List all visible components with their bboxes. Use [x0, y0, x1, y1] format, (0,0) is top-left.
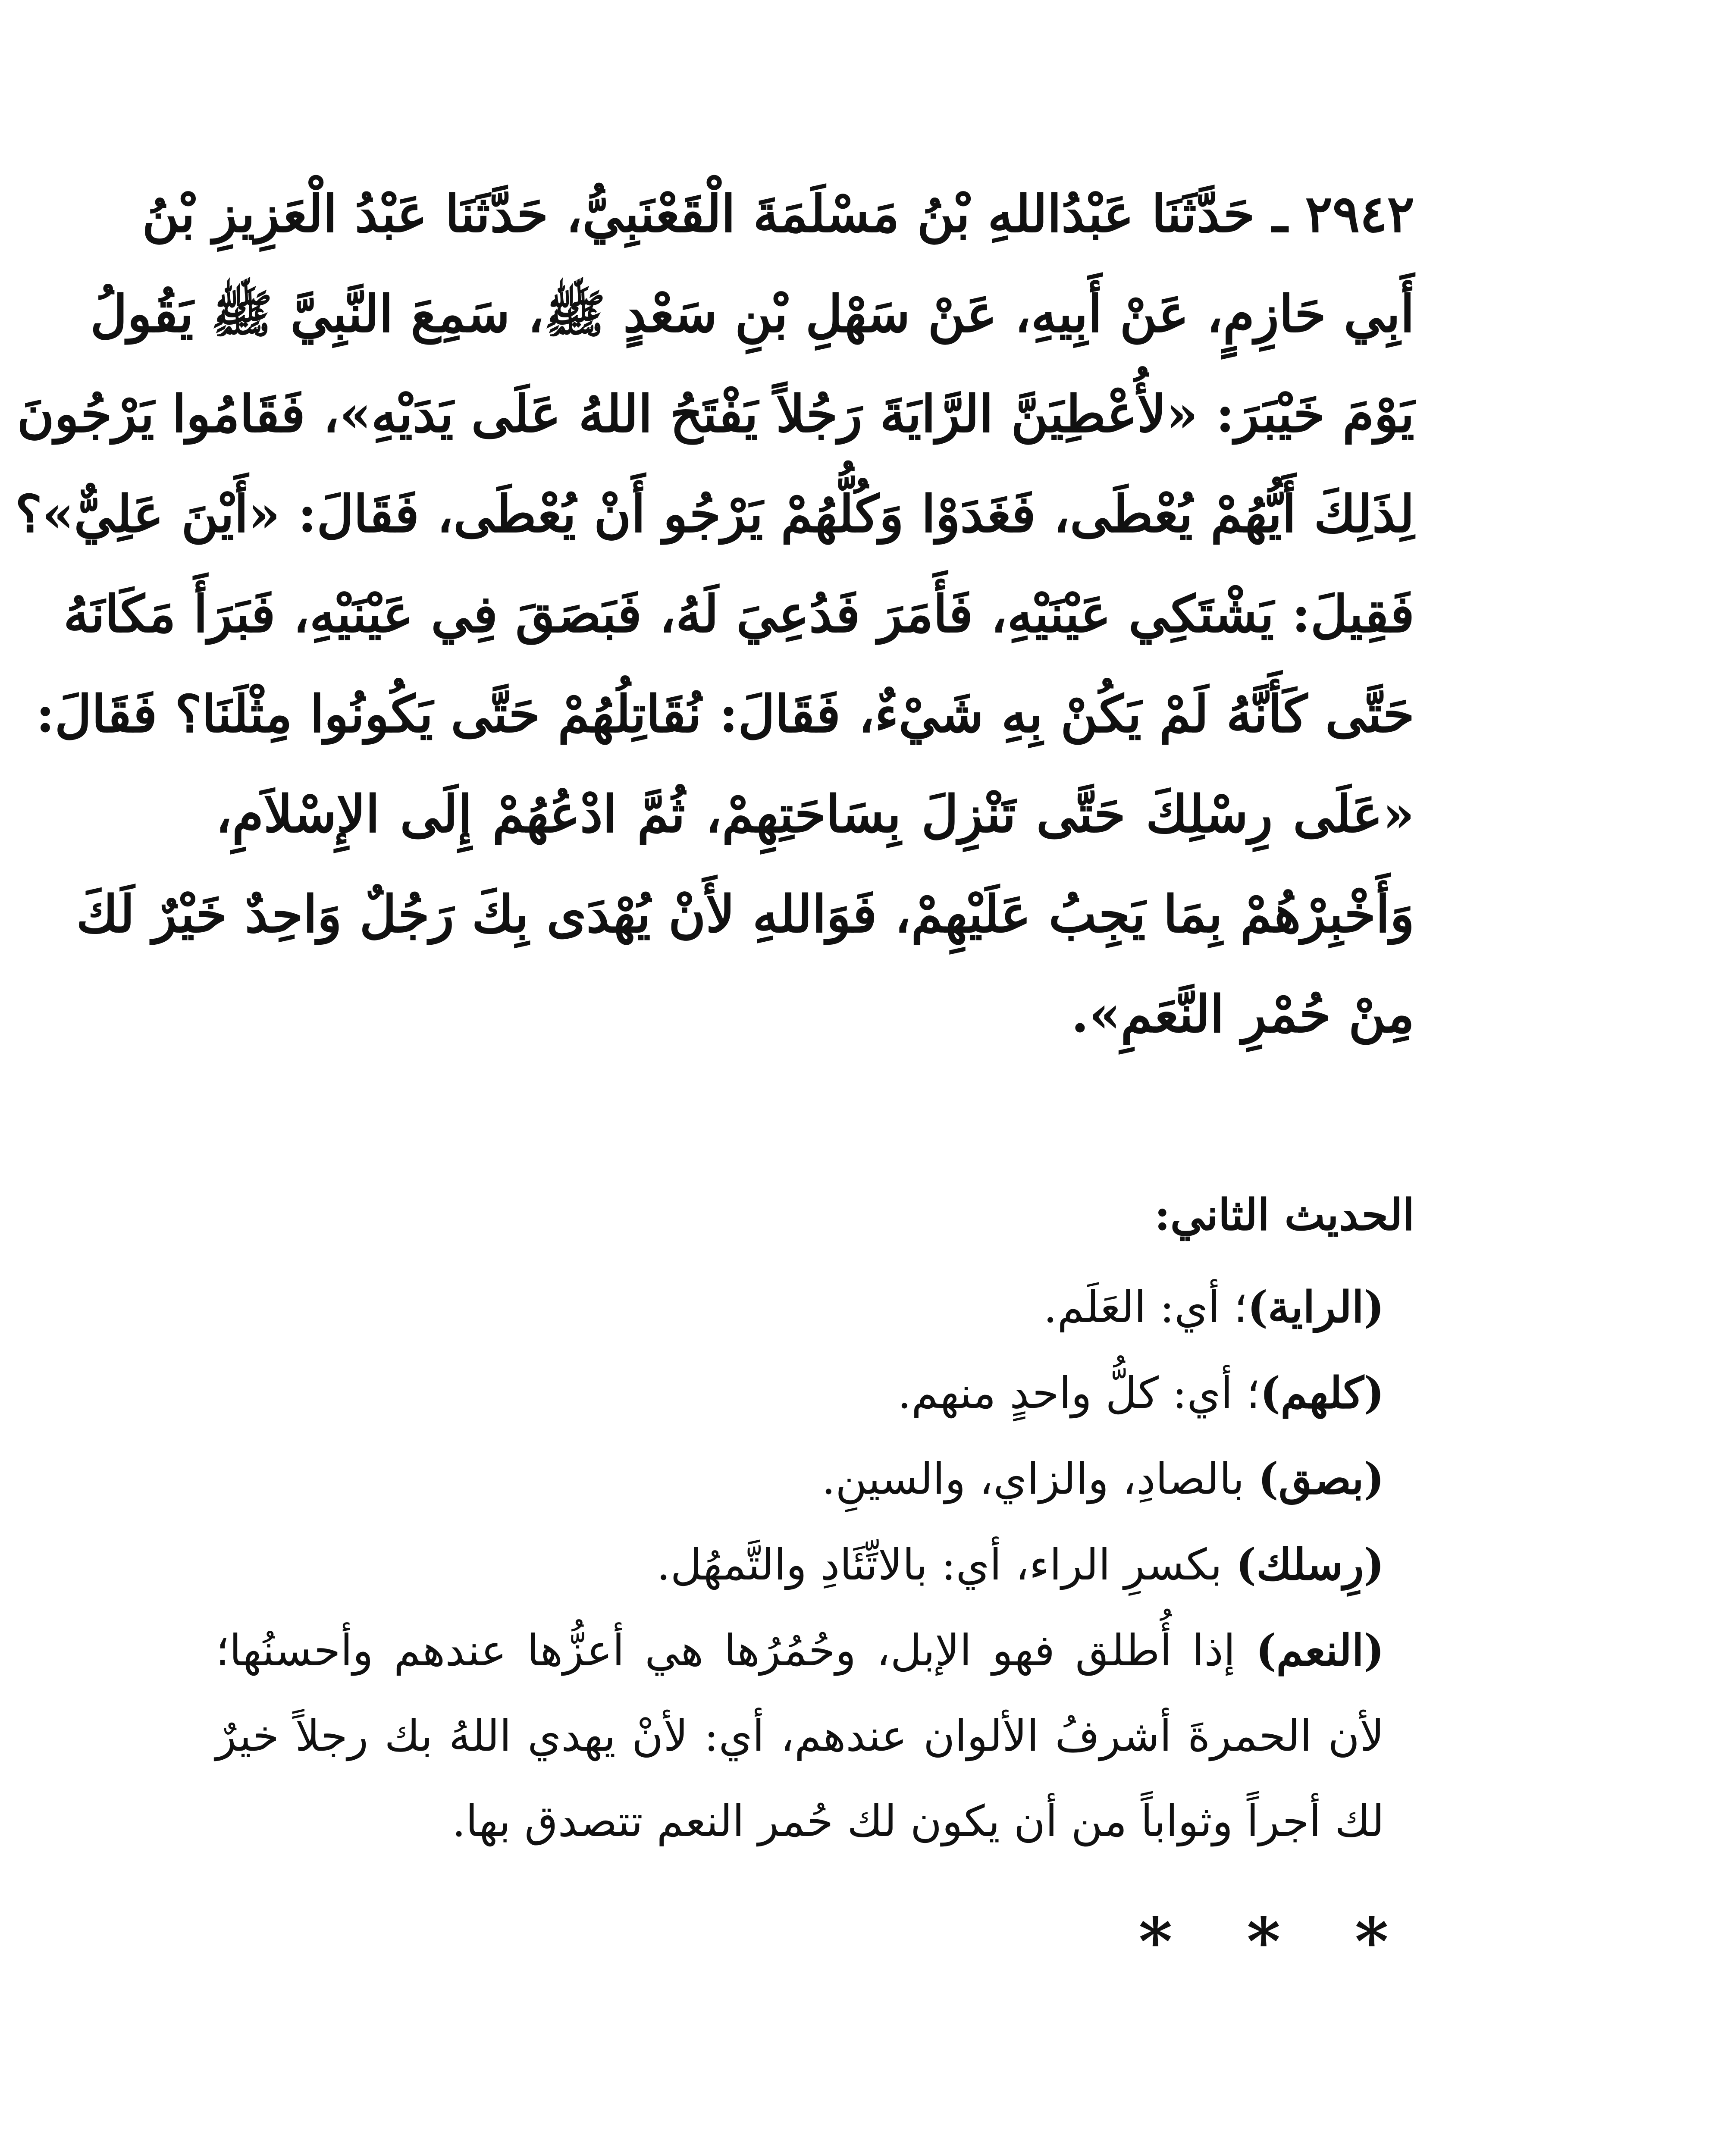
hadith-line: أَبِي حَازِمٍ، عَنْ أَبِيهِ، عَنْ سَهْلِ بْنِ سَعْدٍ ﷺ، سَمِعَ النَّبِيَّ ﷺ يَقُولُ	[90, 284, 1414, 344]
hadith-line: مِنْ حُمْرِ النَّعَمِ».	[1071, 984, 1414, 1044]
hadith-line: فَقِيلَ: يَشْتَكِي عَيْنَيْهِ، فَأَمَرَ فَدُعِيَ لَهُ، فَبَصَقَ فِي عَيْنَيْهِ، فَبَرَأَ مَكَانَهُ	[63, 584, 1414, 644]
note-term: (النعم)	[1256, 1625, 1384, 1676]
note-text: بكسرِ الراء، أي: بالاتِّئَادِ والتَّمهُل.	[656, 1539, 1236, 1590]
commentary-note	[216, 1264, 1414, 1350]
note-text: بالصادِ، والزاي، والسينِ.	[822, 1454, 1258, 1504]
commentary-note	[216, 1608, 1414, 1864]
note-term: (بصق)	[1258, 1453, 1384, 1504]
commentary-note	[216, 1350, 1414, 1436]
hadith-text	[15, 164, 1414, 1064]
note-term: (كلهم)	[1260, 1367, 1384, 1418]
hadith-line: ٢٩٤٢ ـ حَدَّثَنَا عَبْدُاللهِ بْنُ مَسْلَمَةَ الْقَعْنَبِيُّ، حَدَّثَنَا عَبْدُ الْعَزِيزِ بْنُ	[142, 184, 1414, 244]
note-text: ؛ أي: العَلَم.	[1043, 1282, 1248, 1332]
section-separator: * * *	[1138, 1904, 1414, 1980]
note-text: ؛ أي: كلُّ واحدٍ منهم.	[897, 1368, 1260, 1418]
hadith-line: وَأَخْبِرْهُمْ بِمَا يَجِبُ عَلَيْهِمْ، فَوَاللهِ لأَنْ يُهْدَى بِكَ رَجُلٌ وَاحِدٌ خَيْرٌ لَكَ	[76, 884, 1414, 944]
note-term: (الراية)	[1247, 1282, 1384, 1332]
commentary-section	[216, 1172, 1414, 1864]
hadith-line: حَتَّى كَأَنَّهُ لَمْ يَكُنْ بِهِ شَيْءٌ، فَقَالَ: نُقَاتِلُهُمْ حَتَّى يَكُونُوا مِثْلَنَا؟ فَقَالَ:	[36, 684, 1414, 744]
note-term: (رِسلك)	[1235, 1539, 1384, 1590]
note-text: إذا أُطلق فهو الإبل، وحُمُرُها هي أعزُّها عندهم وأحسنُها؛ لأن الحمرةَ أشرفُ الألوان عندهم، أي: لأنْ يهدي اللهُ بك رجلاً خيرٌ لك أجراً وثواباً من أن يكون لك حُمر النعم تتصدق بها.	[216, 1625, 1384, 1846]
commentary-heading: الحديث الثاني:	[1154, 1189, 1414, 1240]
hadith-line: «عَلَى رِسْلِكَ حَتَّى تَنْزِلَ بِسَاحَتِهِمْ، ثُمَّ ادْعُهُمْ إِلَى الإِسْلاَمِ،	[216, 784, 1414, 844]
commentary-note	[216, 1436, 1414, 1522]
commentary-note	[216, 1522, 1414, 1608]
hadith-line: يَوْمَ خَيْبَرَ: «لأُعْطِيَنَّ الرَّايَةَ رَجُلاً يَفْتَحُ اللهُ عَلَى يَدَيْهِ»، فَقَامُوا يَرْجُونَ	[17, 384, 1414, 444]
page-body	[15, 164, 1414, 1980]
hadith-line: لِذَلِكَ أَيُّهُمْ يُعْطَى، فَغَدَوْا وَكُلُّهُمْ يَرْجُو أَنْ يُعْطَى، فَقَالَ: «أَيْنَ عَلِيٌّ»؟	[15, 484, 1414, 544]
